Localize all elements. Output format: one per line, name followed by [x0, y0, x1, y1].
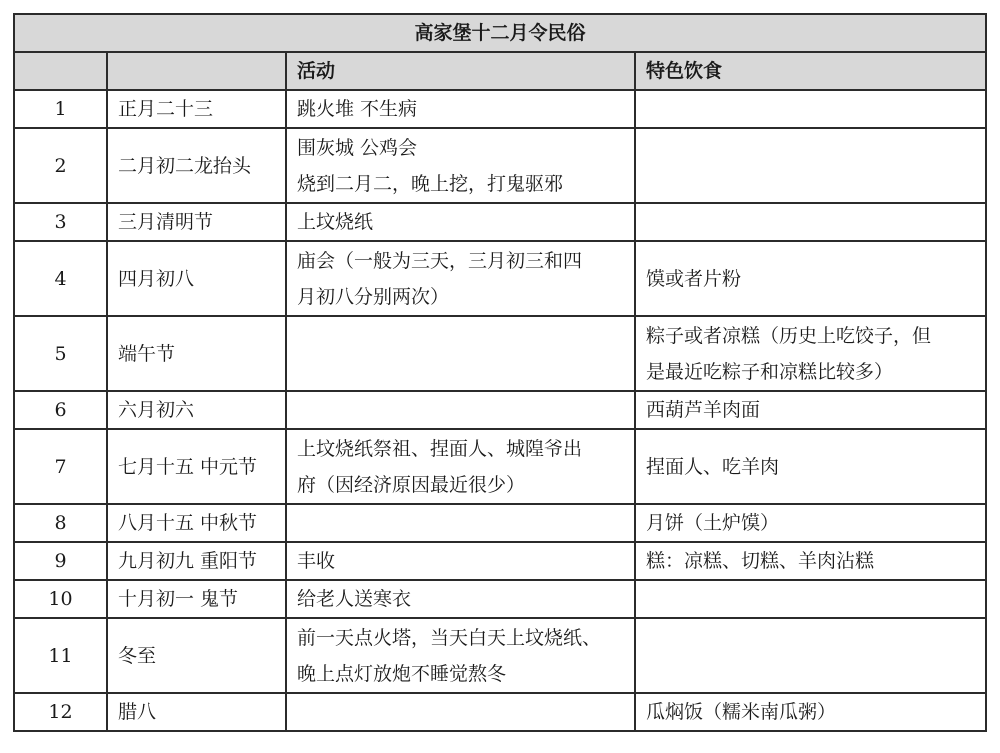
table-row: [14, 618, 986, 693]
activity-line: 上坟烧纸: [297, 211, 374, 233]
row-activity: [286, 693, 635, 731]
row-activity: [286, 90, 635, 128]
row-food: [635, 316, 986, 391]
table-row: [14, 90, 986, 128]
row-date: 十月初一 鬼节: [107, 580, 286, 618]
row-date: 九月初九 重阳节: [107, 542, 286, 580]
row-activity: [286, 316, 635, 391]
row-activity: [286, 241, 635, 316]
activity-line: 前一天点火塔，当天白天上坟烧纸、: [297, 626, 602, 649]
row-date: 六月初六: [107, 391, 286, 429]
row-date: 端午节: [107, 316, 286, 391]
activity-line: 丰收: [297, 550, 336, 572]
row-food: [635, 203, 986, 241]
activity-line: 晚上点灯放炮不睡觉熬冬: [297, 662, 507, 685]
table-row: [14, 693, 986, 731]
row-number: 7: [14, 429, 107, 504]
row-date: 七月十五 中元节: [107, 429, 286, 504]
table-row: [14, 391, 986, 429]
row-date: 腊八: [107, 693, 286, 731]
table-row: [14, 241, 986, 316]
row-number: 8: [14, 504, 107, 542]
row-date: 冬至: [107, 618, 286, 693]
table-title: 高家堡十二月令民俗: [14, 14, 986, 52]
row-number: 3: [14, 203, 107, 241]
row-activity: [286, 580, 635, 618]
activity-line: 跳火堆 不生病: [297, 98, 418, 120]
table-row: [14, 542, 986, 580]
customs-table: [13, 13, 987, 732]
table-row: [14, 128, 986, 203]
row-number: 9: [14, 542, 107, 580]
row-food: [635, 504, 986, 542]
row-date: 三月清明节: [107, 203, 286, 241]
activity-line: 月初八分别两次）: [297, 285, 450, 308]
table-row: [14, 580, 986, 618]
food-line: 月饼（土炉馍）: [646, 512, 780, 534]
row-activity: [286, 203, 635, 241]
row-food: [635, 90, 986, 128]
row-date: 二月初二龙抬头: [107, 128, 286, 203]
food-line: 粽子或者凉糕（历史上吃饺子，但: [646, 324, 932, 347]
food-line: 西葫芦羊肉面: [646, 399, 761, 421]
row-number: 2: [14, 128, 107, 203]
food-line: 捏面人、吃羊肉: [646, 455, 780, 478]
activity-line: 上坟烧纸祭祖、捏面人、城隍爷出: [297, 437, 583, 460]
column-header-activity: 活动: [286, 52, 635, 90]
row-food: [635, 693, 986, 731]
food-line: 糕：凉糕、切糕、羊肉沾糕: [646, 550, 875, 572]
activity-line: 府（因经济原因最近很少）: [297, 473, 526, 496]
row-food: [635, 618, 986, 693]
table-row: [14, 504, 986, 542]
row-date: 正月二十三: [107, 90, 286, 128]
row-food: [635, 128, 986, 203]
row-number: 1: [14, 90, 107, 128]
table-row: [14, 203, 986, 241]
row-food: [635, 580, 986, 618]
customs-table-container: [13, 13, 987, 732]
activity-line: 烧到二月二，晚上挖，打鬼驱邪: [297, 172, 564, 195]
food-line: 是最近吃粽子和凉糕比较多）: [646, 360, 894, 383]
row-food: [635, 241, 986, 316]
row-number: 5: [14, 316, 107, 391]
table-title-row: [14, 14, 986, 52]
row-food: [635, 391, 986, 429]
food-line: 馍或者片粉: [646, 267, 742, 290]
food-line: 瓜焖饭（糯米南瓜粥）: [646, 701, 837, 723]
row-number: 12: [14, 693, 107, 731]
table-row: [14, 316, 986, 391]
row-number: 11: [14, 618, 107, 693]
column-header-food: 特色饮食: [635, 52, 986, 90]
row-food: [635, 429, 986, 504]
row-activity: [286, 618, 635, 693]
row-number: 10: [14, 580, 107, 618]
row-date: 八月十五 中秋节: [107, 504, 286, 542]
row-activity: [286, 504, 635, 542]
activity-line: 给老人送寒衣: [297, 588, 412, 610]
column-header-date: [107, 52, 286, 90]
row-number: 4: [14, 241, 107, 316]
column-header-number: [14, 52, 107, 90]
row-date: 四月初八: [107, 241, 286, 316]
activity-line: 庙会（一般为三天，三月初三和四: [297, 249, 583, 272]
row-activity: [286, 391, 635, 429]
row-number: 6: [14, 391, 107, 429]
row-activity: [286, 542, 635, 580]
table-row: [14, 429, 986, 504]
row-activity: [286, 429, 635, 504]
activity-line: 围灰城 公鸡会: [297, 136, 418, 159]
row-food: [635, 542, 986, 580]
table-header-row: [14, 52, 986, 90]
row-activity: [286, 128, 635, 203]
